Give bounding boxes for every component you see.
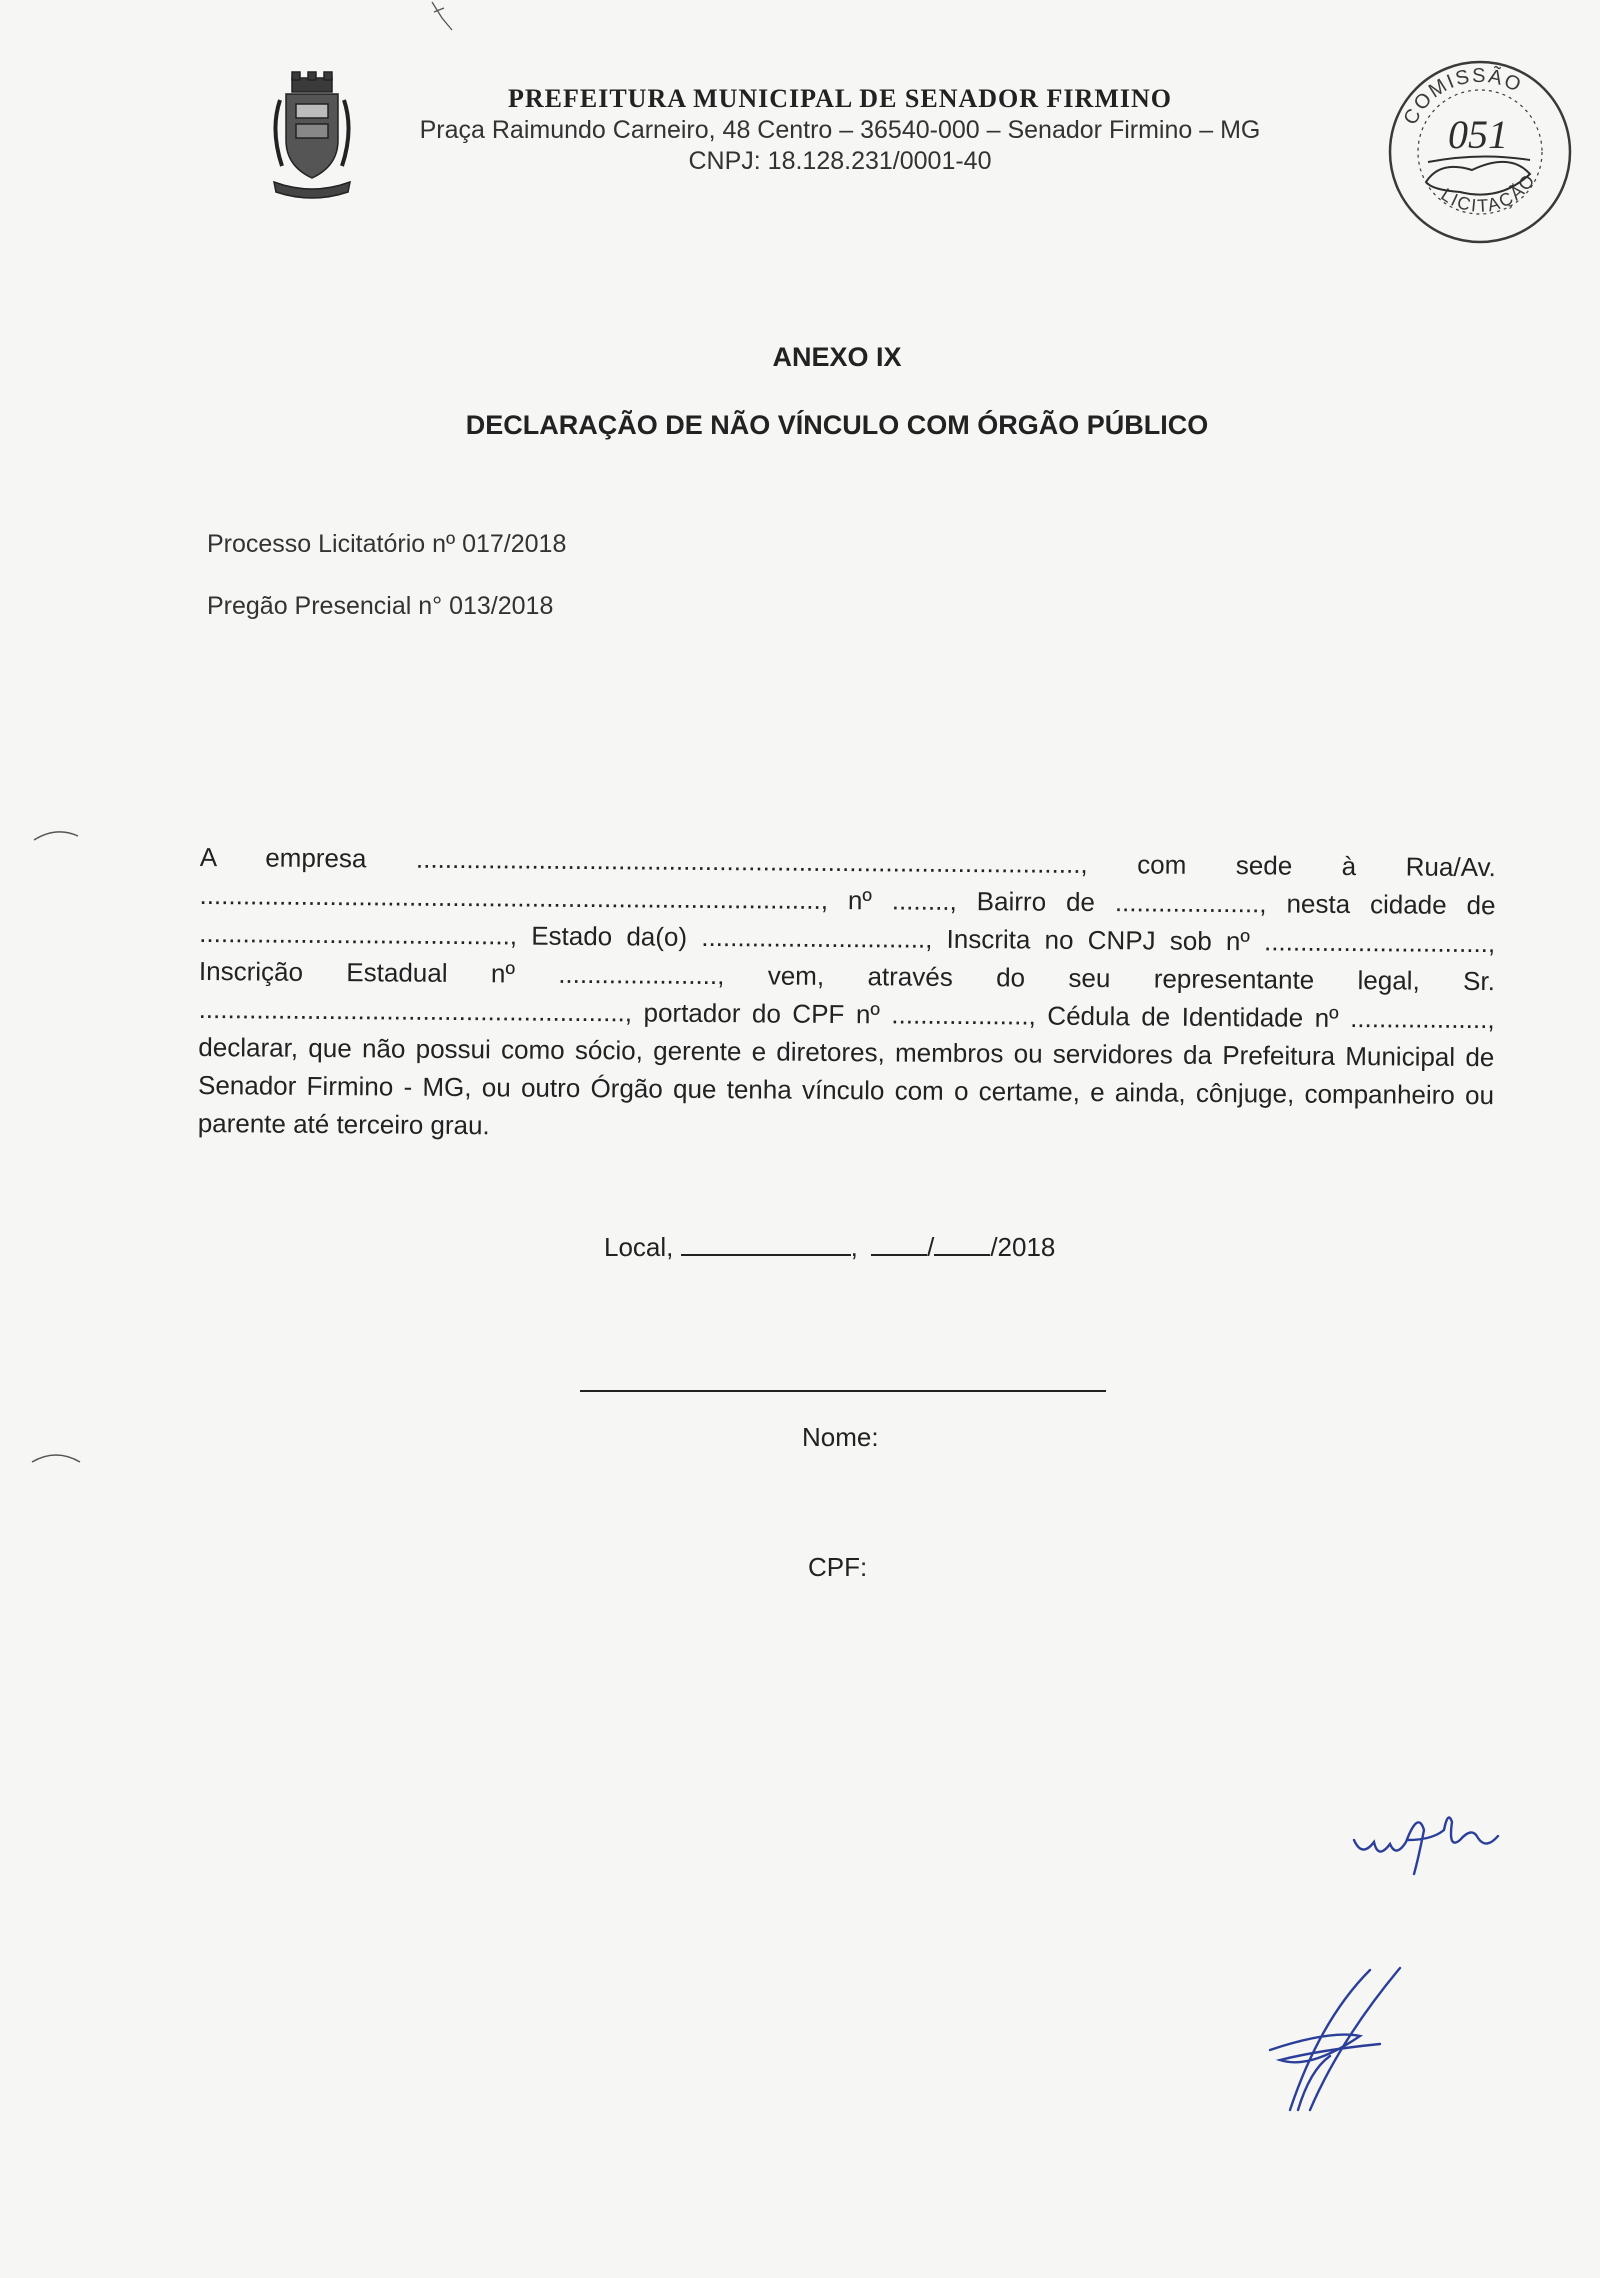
process-reference: Processo Licitatório nº 017/2018 — [207, 530, 567, 558]
stamp-text-top: COMISSÃO — [1399, 64, 1526, 129]
month-blank — [934, 1230, 990, 1256]
place-date-line — [604, 1230, 1055, 1263]
local-label: Local, — [604, 1232, 674, 1262]
pregao-reference: Pregão Presencial n° 013/2018 — [207, 592, 554, 620]
organization-address: Praça Raimundo Carneiro, 48 Centro – 36540-000 – Senador Firmino – MG — [419, 116, 1261, 144]
annex-title: ANEXO IX — [772, 342, 902, 372]
declaration-body: A empresa ............................................................................................, com sede à Rua/Av. ......................................................................................, nº ........, Bairro de ...................., nesta cidade de ..........................................., Estado da(o) ..............................., Inscrita no CNPJ sob nº ..............................., Inscrição Estadual nº ......................, vem, através do seu representante legal, Sr. ..........................................................., portador do CPF nº ..................., Cédula de Identidade nº ..................., declarar, que não possui como sócio, gerente e diretores, membros ou servidores da Prefeitura Municipal de Senador Firmino - MG, ou outro Órgão que tenha vínculo com o certame, e ainda, cônjuge, companheiro ou parente até terceiro grau. — [197, 841, 1496, 1141]
stamp-number: 051 — [1448, 112, 1508, 157]
name-label: Nome: — [802, 1422, 879, 1452]
local-separator: , — [850, 1232, 858, 1262]
cpf-label: CPF: — [808, 1552, 868, 1582]
date-separator: / — [927, 1232, 935, 1262]
handwritten-signature — [1250, 1960, 1420, 2120]
margin-mark — [428, 0, 458, 34]
stamp-text-bottom: LICITAÇÃO — [1437, 169, 1540, 216]
svg-text:LICITAÇÃO — [1437, 169, 1539, 215]
organization-name: PREFEITURA MUNICIPAL DE SENADOR FIRMINO — [507, 84, 1172, 113]
handwritten-initials — [1348, 1800, 1518, 1880]
declaration-title: DECLARAÇÃO DE NÃO VÍNCULO COM ÓRGÃO PÚBLICO — [465, 410, 1209, 440]
municipal-coat-of-arms-icon — [262, 70, 362, 200]
day-blank — [871, 1230, 927, 1256]
signature-line — [580, 1390, 1106, 1392]
margin-mark — [26, 820, 86, 850]
commission-stamp — [1380, 52, 1580, 252]
year-suffix: /2018 — [990, 1232, 1056, 1262]
organization-cnpj: CNPJ: 18.128.231/0001-40 — [688, 147, 992, 175]
margin-mark — [26, 1440, 86, 1470]
local-blank — [681, 1230, 851, 1256]
